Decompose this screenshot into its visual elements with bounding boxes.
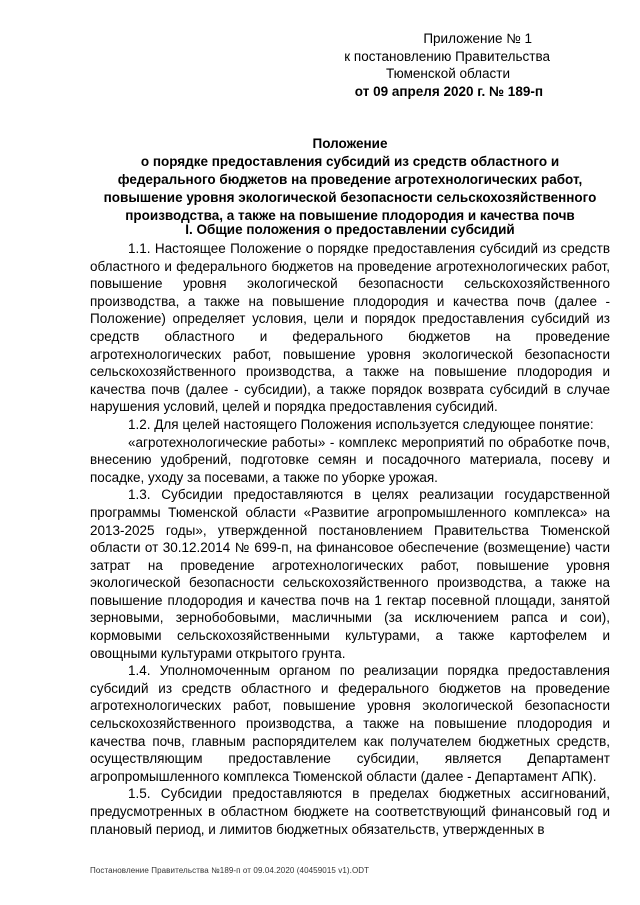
appendix-region: Тюменской области bbox=[386, 66, 510, 81]
paragraph-1-3: 1.3. Субсидии предоставляются в целях реализации государственной программы Тюменской области «Развитие агропромышленного комплекса» на 2013-2025 годы», утвержденной постановлением Правительства Тюменской области от 30.12.2014 № 699-п, на финансовое обеспечение (возмещение) части затрат на проведение агротехнологических работ, повышение уровня экологической безопасности сельскохозяйственного производства, а также на повышение плодородия и качества почв на 1 гектар посевной площади, занятой зерновыми, зернобобовыми, масличными (за исключением рапса и сои), кормовыми сельскохозяйственными культурами, а также картофелем и овощными культурами открытого грунта. bbox=[90, 487, 610, 661]
title-line: производства, а также на повышение плодородия и качества почв bbox=[125, 208, 575, 223]
title-line: повышение уровня экологической безопасности сельскохозяйственного bbox=[103, 190, 597, 205]
paragraph-1-1: 1.1. Настоящее Положение о порядке предоставления субсидий из средств областного и федерального бюджетов на проведение агротехнологических работ, повышение уровня экологической безопасности сельскохозяйственного производства, а также на повышение плодородия и качества почв (далее - Положение) определяет условия, цели и порядок предоставления субсидий из средств областного и федерального бюджетов на проведение агротехнологических работ, повышение уровня экологической безопасности сельскохозяйственного производства, а также на повышение плодородия и качества почв (далее - субсидии), а также порядок возврата субсидий в случае нарушения условий, целей и порядка предоставления субсидий. bbox=[90, 241, 610, 415]
document-title bbox=[90, 135, 610, 225]
appendix-date: от 09 апреля 2020 г. № 189-п bbox=[354, 83, 543, 99]
appendix-reference: к постановлению Правительства bbox=[344, 48, 550, 64]
paragraph-1-2: 1.2. Для целей настоящего Положения используется следующее понятие: bbox=[128, 416, 594, 432]
paragraph-1-4: 1.4. Уполномоченным органом по реализации порядка предоставления субсидий из средств областного и федерального бюджетов на проведение агротехнологических работ, повышение уровня экологической безопасности сельскохозяйственного производства, а также на повышение плодородия и качества почв, главным распорядителем как получателем бюджетных средств, осуществляющим предоставление субсидии, является Департамент агропромышленного комплекса Тюменской области (далее - Департамент АПК). bbox=[90, 663, 610, 784]
appendix-number: Приложение № 1 bbox=[423, 31, 532, 46]
title-line: Положение bbox=[312, 136, 388, 151]
paragraph-1-5: 1.5. Субсидии предоставляются в пределах бюджетных ассигнований, предусмотренных в областном бюджете на соответствующий финансовый год и плановый период, и лимитов бюджетных обязательств, утвержденных в bbox=[90, 786, 610, 837]
title-line: федерального бюджетов на проведение агротехнологических работ, bbox=[117, 172, 583, 187]
document-body bbox=[90, 240, 610, 838]
page-footer: Постановление Правительства №189-п от 09.04.2020 (40459015 v1).ODT bbox=[90, 866, 370, 875]
appendix-block bbox=[292, 30, 592, 100]
paragraph-definition: «агротехнологические работы» - комплекс мероприятий по обработке почв, внесению удобрений, подготовке семян и посадочного материала, посеву и посадке, уходу за посевами, а также по уборке урожая. bbox=[90, 434, 610, 485]
title-line: о порядке предоставления субсидий из средств областного и bbox=[140, 154, 560, 169]
section-heading: I. Общие положения о предоставлении субсидий bbox=[185, 222, 515, 237]
